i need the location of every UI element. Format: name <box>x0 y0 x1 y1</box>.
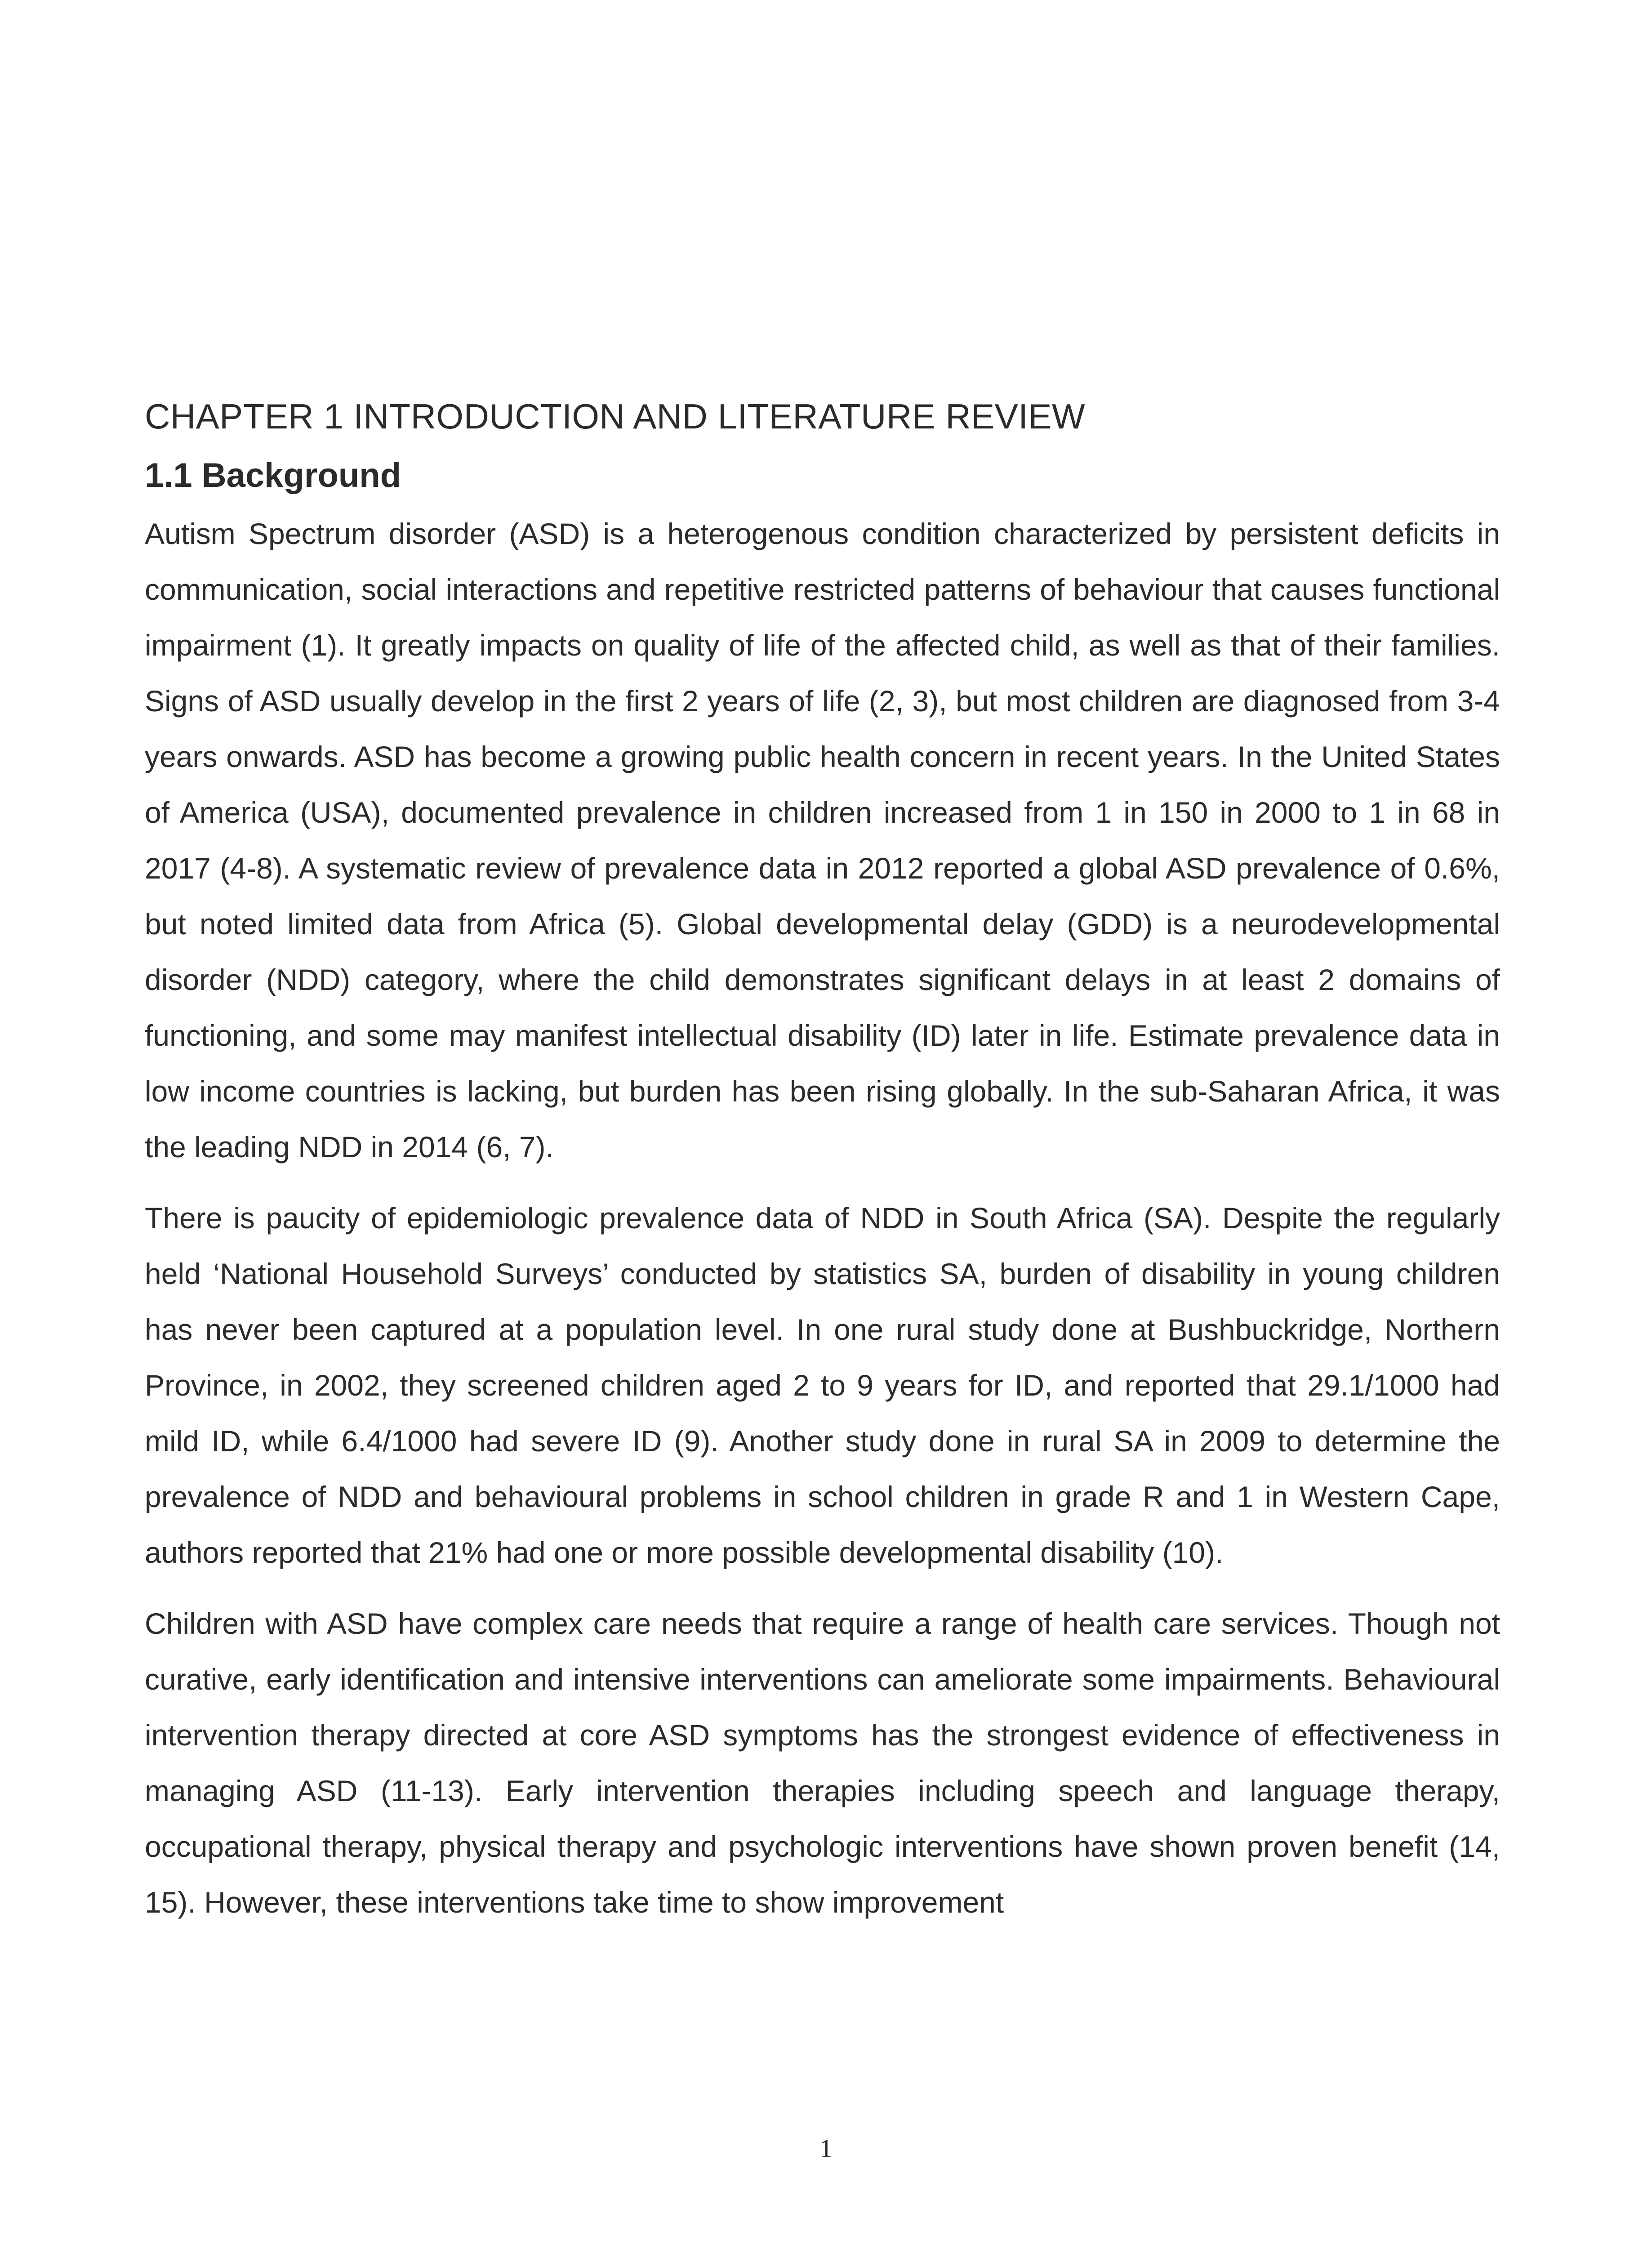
paragraph-asd-background: Autism Spectrum disorder (ASD) is a heterogenous condition characterized by persistent deficits in communication, social interactions and repetitive restricted patterns of behaviour that causes functional impairment (1). It greatly impacts on quality of life of the affected child, as well as that of their families. Signs of ASD usually develop in the first 2 years of life (2, 3), but most children are diagnosed from 3-4 years onwards. ASD has become a growing public health concern in recent years. In the United States of America (USA), documented prevalence in children increased from 1 in 150 in 2000 to 1 in 68 in 2017 (4-8). A systematic review of prevalence data in 2012 reported a global ASD prevalence of 0.6%, but noted limited data from Africa (5). Global developmental delay (GDD) is a neurodevelopmental disorder (NDD) category, where the child demonstrates significant delays in at least 2 domains of functioning, and some may manifest intellectual disability (ID) later in life. Estimate prevalence data in low income countries is lacking, but burden has been rising globally. In the sub-Saharan Africa, it was the leading NDD in 2014 (6, 7). <box>145 517 1500 1164</box>
page-content <box>145 396 1500 1945</box>
chapter-title: CHAPTER 1 INTRODUCTION AND LITERATURE REVIEW <box>145 397 1086 436</box>
paragraph-interventions: Children with ASD have complex care needs that require a range of health care services. Though not curative, early identification and intensive interventions can ameliorate some impairments. Behavioural intervention therapy directed at core ASD symptoms has the strongest evidence of effectiveness in managing ASD (11-13). Early intervention therapies including speech and language therapy, occupational therapy, physical therapy and psychologic interventions have shown proven benefit (14, 15). However, these interventions take time to show improvement <box>145 1606 1500 1919</box>
paragraph-sa-prevalence: There is paucity of epidemiologic prevalence data of NDD in South Africa (SA). Despite the regularly held ‘National Household Surveys’ conducted by statistics SA, burden of disability in young children has never been captured at a population level. In one rural study done at Bushbuckridge, Northern Province, in 2002, they screened children aged 2 to 9 years for ID, and reported that 29.1/1000 had mild ID, while 6.4/1000 had severe ID (9). Another study done in rural SA in 2009 to determine the prevalence of NDD and behavioural problems in school children in grade R and 1 in Western Cape, authors reported that 21% had one or more possible developmental disability (10). <box>145 1201 1500 1569</box>
page-number: 1 <box>819 2134 833 2163</box>
section-heading: 1.1 Background <box>145 456 401 495</box>
